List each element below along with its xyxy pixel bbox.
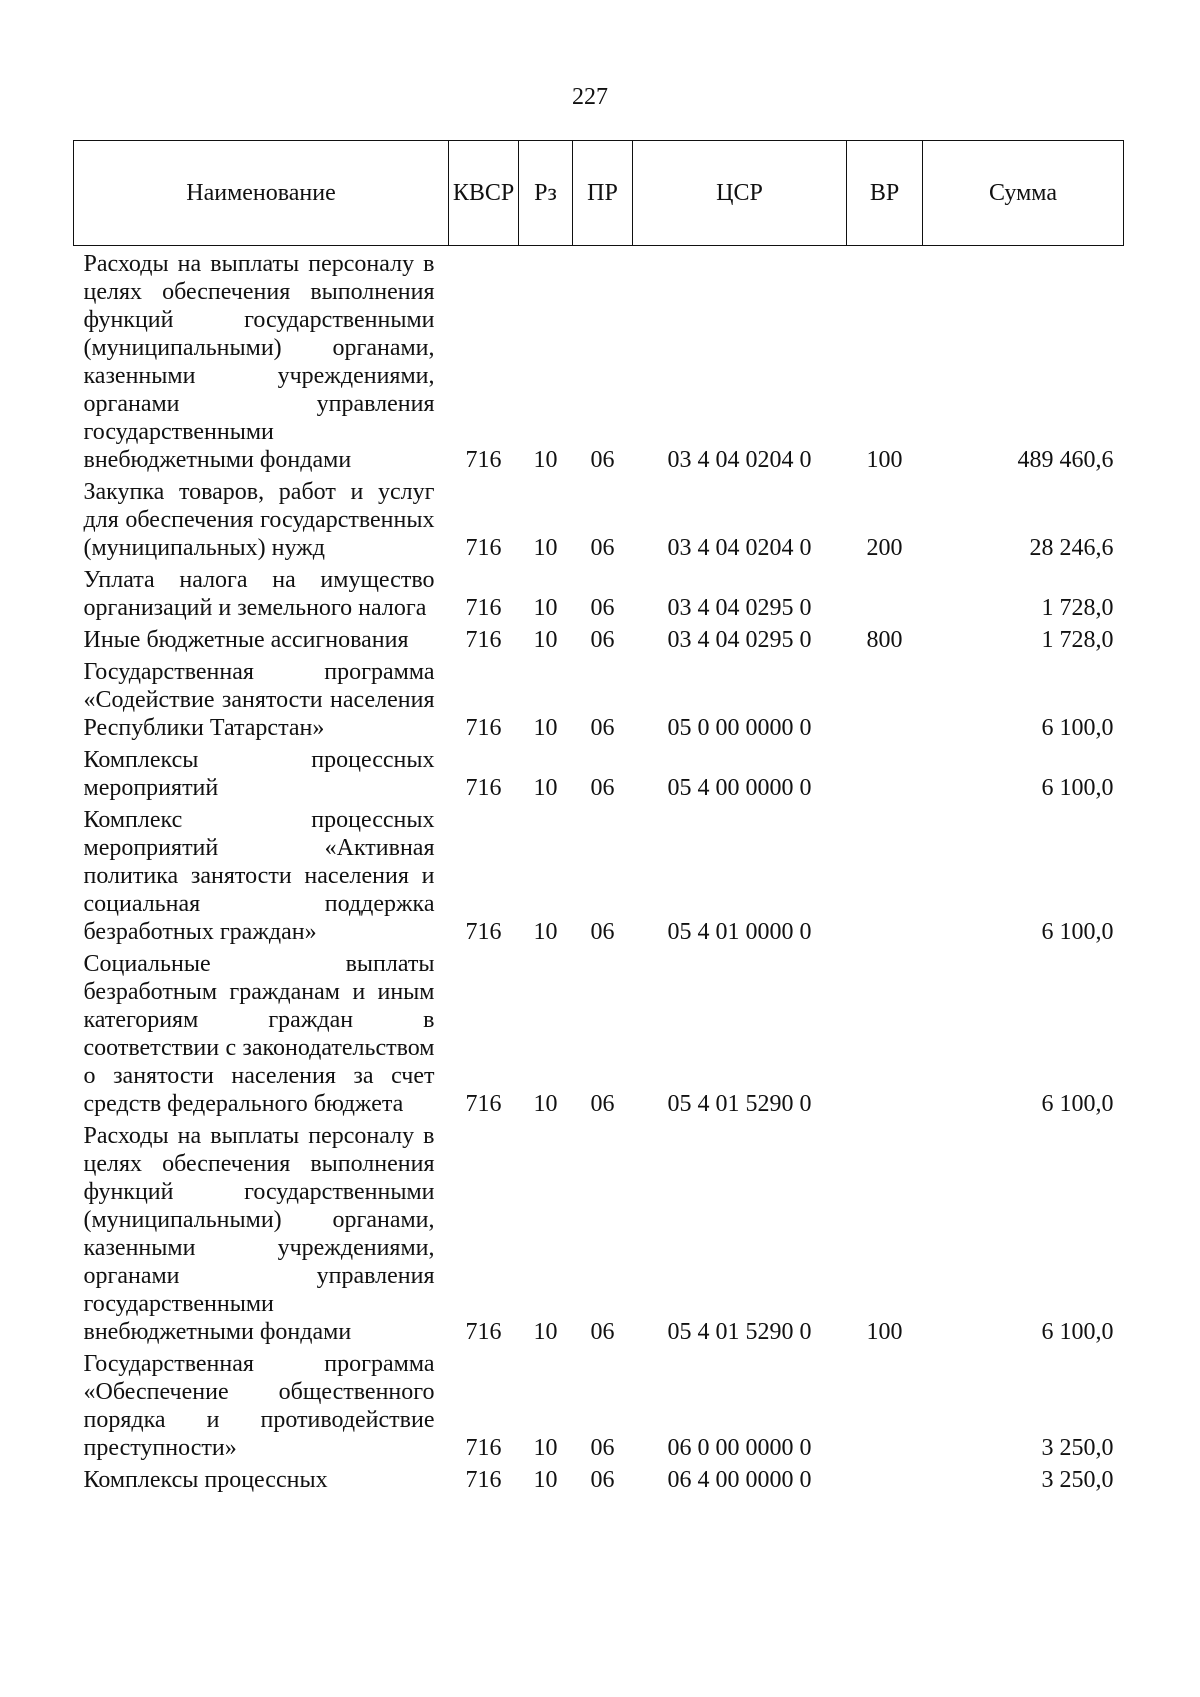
row-rz: 10	[533, 535, 558, 561]
row-rz: 10	[533, 1091, 558, 1117]
budget-table	[73, 140, 1124, 1494]
row-sum: 3 250,0	[1041, 1467, 1114, 1493]
row-rz: 10	[533, 775, 558, 801]
row-kvsr: 716	[465, 1319, 502, 1345]
row-kvsr: 716	[465, 627, 502, 653]
row-csr: 05 4 00 0000 0	[667, 775, 812, 801]
table-row	[74, 1346, 1124, 1462]
row-pr: 06	[590, 1435, 615, 1461]
row-sum: 489 460,6	[1017, 447, 1114, 473]
header-name: Наименование	[74, 141, 449, 246]
row-vr	[847, 1346, 923, 1462]
row-rz: 10	[533, 447, 558, 473]
row-vr	[847, 742, 923, 802]
row-vr: 800	[866, 627, 903, 653]
row-csr: 06 4 00 0000 0	[667, 1467, 812, 1493]
row-vr: 100	[866, 1319, 903, 1345]
row-pr: 06	[590, 715, 615, 741]
row-kvsr: 716	[465, 775, 502, 801]
row-name: Государственная программа «Содействие занятости населения Республики Татарстан»	[83, 659, 435, 741]
table-row	[74, 654, 1124, 742]
table-row	[74, 742, 1124, 802]
row-kvsr: 716	[465, 715, 502, 741]
header-csr: ЦСР	[633, 141, 847, 246]
row-csr: 03 4 04 0295 0	[667, 627, 812, 653]
row-rz: 10	[533, 627, 558, 653]
row-pr: 06	[590, 919, 615, 945]
row-kvsr: 716	[465, 535, 502, 561]
row-csr: 06 0 00 0000 0	[667, 1435, 812, 1461]
row-csr: 05 0 00 0000 0	[667, 715, 812, 741]
header-kvsr: КВСР	[449, 141, 519, 246]
row-sum: 6 100,0	[1041, 715, 1114, 741]
row-name: Уплата налога на имущество организаций и земельного налога	[83, 567, 435, 621]
row-name: Расходы на выплаты персоналу в целях обеспечения выполнения функций государственными (муниципальными) органами, казенными учреждениями, органами управления государственными внебюджетными фондами	[83, 1123, 435, 1345]
table-header	[74, 141, 1124, 246]
row-name: Социальные выплаты безработным гражданам и иным категориям граждан в соответствии с законодательством о занятости населения за счет средств федерального бюджета	[83, 951, 435, 1117]
table-row	[74, 474, 1124, 562]
header-pr: ПР	[573, 141, 633, 246]
table-row	[74, 1118, 1124, 1346]
row-csr: 05 4 01 5290 0	[667, 1319, 812, 1345]
row-pr: 06	[590, 775, 615, 801]
row-csr: 03 4 04 0204 0	[667, 447, 812, 473]
row-name: Закупка товаров, работ и услуг для обеспечения государственных (муниципальных) нужд	[83, 479, 435, 561]
row-name: Комплексы процессных мероприятий	[83, 747, 435, 801]
row-name: Комплексы процессных	[83, 1467, 328, 1493]
row-rz: 10	[533, 595, 558, 621]
row-vr	[847, 562, 923, 622]
row-pr: 06	[590, 627, 615, 653]
table-row	[74, 1462, 1124, 1494]
row-vr	[847, 1462, 923, 1494]
row-kvsr: 716	[465, 1435, 502, 1461]
row-vr	[847, 946, 923, 1118]
row-pr: 06	[590, 535, 615, 561]
row-sum: 28 246,6	[1029, 535, 1114, 561]
row-name: Комплекс процессных мероприятий «Активная политика занятости населения и социальная поддержка безработных граждан»	[83, 807, 435, 945]
row-sum: 6 100,0	[1041, 919, 1114, 945]
row-pr: 06	[590, 1091, 615, 1117]
row-vr: 100	[866, 447, 903, 473]
row-name: Государственная программа «Обеспечение общественного порядка и противодействие преступности»	[83, 1351, 435, 1461]
row-rz: 10	[533, 919, 558, 945]
table-row	[74, 246, 1124, 475]
row-csr: 05 4 01 0000 0	[667, 919, 812, 945]
row-name: Иные бюджетные ассигнования	[83, 627, 409, 653]
row-sum: 1 728,0	[1041, 627, 1114, 653]
row-kvsr: 716	[465, 447, 502, 473]
row-rz: 10	[533, 1467, 558, 1493]
row-pr: 06	[590, 1319, 615, 1345]
row-kvsr: 716	[465, 595, 502, 621]
row-csr: 03 4 04 0295 0	[667, 595, 812, 621]
row-kvsr: 716	[465, 1467, 502, 1493]
row-vr	[847, 802, 923, 946]
row-pr: 06	[590, 595, 615, 621]
row-rz: 10	[533, 1435, 558, 1461]
header-sum: Сумма	[923, 141, 1124, 246]
table-body	[74, 246, 1124, 1495]
row-sum: 6 100,0	[1041, 1091, 1114, 1117]
row-csr: 03 4 04 0204 0	[667, 535, 812, 561]
row-pr: 06	[590, 1467, 615, 1493]
table-row	[74, 946, 1124, 1118]
row-vr: 200	[866, 535, 903, 561]
header-vr: ВР	[847, 141, 923, 246]
row-kvsr: 716	[465, 1091, 502, 1117]
row-sum: 1 728,0	[1041, 595, 1114, 621]
table-row	[74, 562, 1124, 622]
table-row	[74, 802, 1124, 946]
row-rz: 10	[533, 1319, 558, 1345]
row-rz: 10	[533, 715, 558, 741]
row-kvsr: 716	[465, 919, 502, 945]
row-pr: 06	[590, 447, 615, 473]
row-vr	[847, 654, 923, 742]
table-row	[74, 622, 1124, 654]
page-number: 227	[572, 84, 608, 110]
row-sum: 6 100,0	[1041, 1319, 1114, 1345]
row-name: Расходы на выплаты персоналу в целях обеспечения выполнения функций государственными (муниципальными) органами, казенными учреждениями, органами управления государственными внебюджетными фондами	[83, 251, 435, 473]
row-sum: 3 250,0	[1041, 1435, 1114, 1461]
row-sum: 6 100,0	[1041, 775, 1114, 801]
row-csr: 05 4 01 5290 0	[667, 1091, 812, 1117]
header-rz: Рз	[519, 141, 573, 246]
